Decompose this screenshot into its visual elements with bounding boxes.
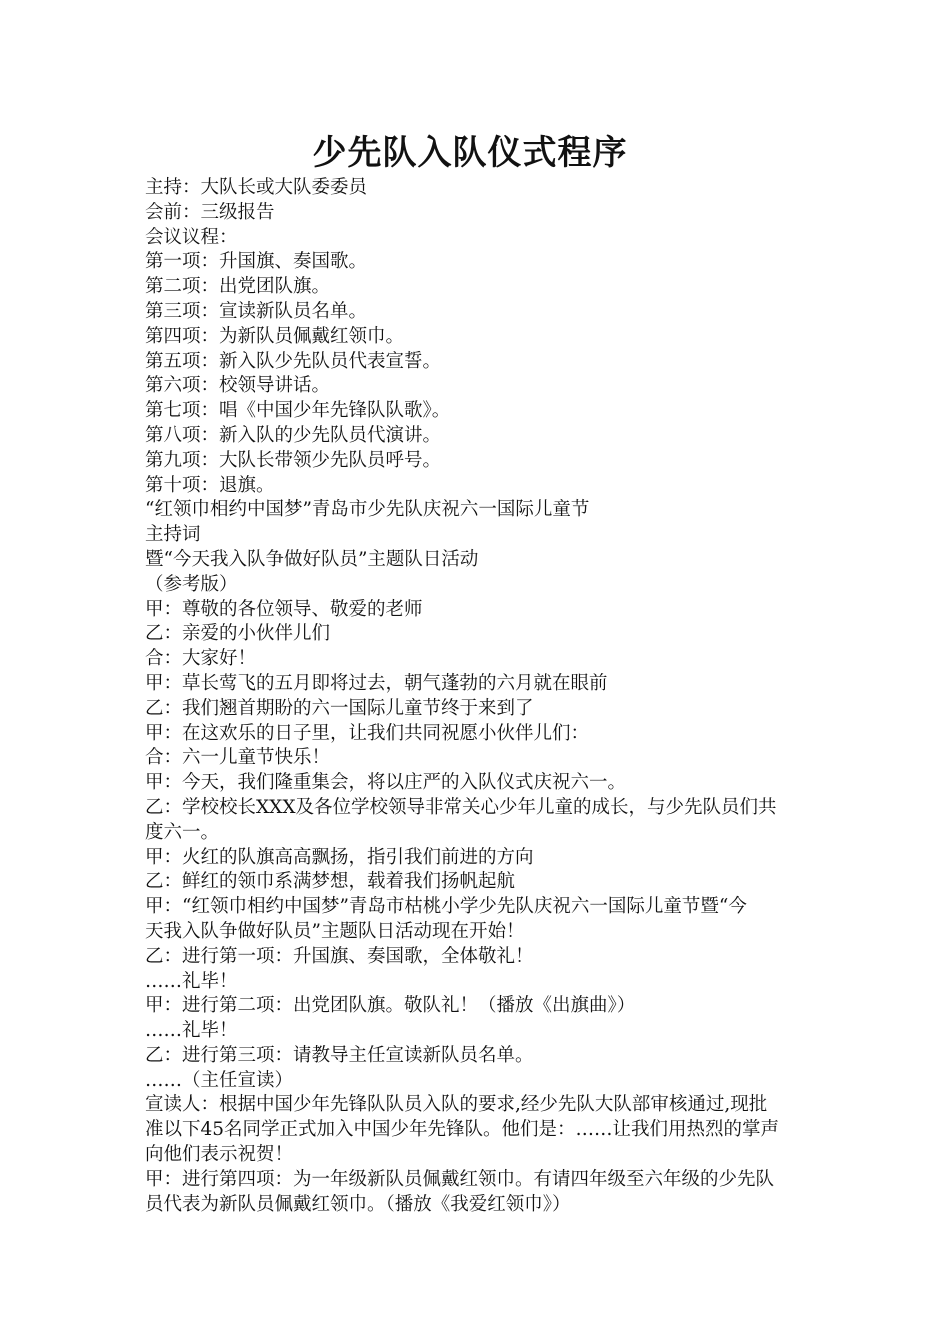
- text-line: 员代表为新队员佩戴红领巾。（播放《我爱红领巾》）: [145, 1193, 571, 1215]
- text-line: 主持词: [145, 524, 201, 546]
- text-line: ……（主任宣读）: [145, 1069, 294, 1091]
- text-line: 宣读人：根据中国少年先锋队队员入队的要求,经少先队大队部审核通过,现批: [145, 1094, 768, 1116]
- text-line: 合：大家好！: [145, 648, 257, 670]
- text-line: ……礼毕！: [145, 970, 238, 992]
- text-line: 第十项：退旗。: [145, 474, 275, 496]
- text-line: 天我入队争做好队员”主题队日活动现在开始！: [145, 920, 525, 942]
- text-line: 甲：进行第四项：为一年级新队员佩戴红领巾。有请四年级至六年级的少先队: [145, 1168, 775, 1190]
- text-line: 第八项：新入队的少先队员代演讲。: [145, 424, 442, 446]
- text-line: 乙：学校校长XXX及各位学校领导非常关心少年儿童的成长，与少先队员们共: [145, 796, 777, 818]
- document-body: [145, 176, 805, 1217]
- text-line: 甲：尊敬的各位领导、敬爱的老师: [145, 598, 423, 620]
- text-line: 会前：三级报告: [145, 201, 275, 223]
- text-line: 乙：进行第三项：请教导主任宣读新队员名单。: [145, 1044, 534, 1066]
- text-line: 暨“今天我入队争做好队员”主题队日活动: [145, 548, 479, 570]
- text-line: 第七项：唱《中国少年先锋队队歌》。: [145, 400, 451, 422]
- text-line: 主持：大队长或大队委委员: [145, 177, 368, 198]
- text-line: 第四项：为新队员佩戴红领巾。: [145, 325, 405, 347]
- text-line: 第五项：新入队少先队员代表宣誓。: [145, 350, 442, 372]
- text-line: （参考版）: [145, 573, 238, 595]
- text-line: 向他们表示祝贺！: [145, 1144, 294, 1166]
- text-line: 合：六一儿童节快乐！: [145, 747, 331, 769]
- text-line: 甲：在这欢乐的日子里，让我们共同祝愿小伙伴儿们：: [145, 722, 590, 744]
- text-line: 乙：进行第一项：升国旗、奏国歌，全体敬礼！: [145, 945, 534, 967]
- text-line: 乙：我们翘首期盼的六一国际儿童节终于来到了: [145, 697, 534, 719]
- text-line: 准以下45名同学正式加入中国少年先锋队。他们是：……让我们用热烈的掌声: [145, 1119, 780, 1141]
- text-line: 乙：鲜红的领巾系满梦想，载着我们扬帆起航: [145, 871, 516, 893]
- text-line: 乙：亲爱的小伙伴儿们: [145, 623, 331, 645]
- text-line: 甲：草长莺飞的五月即将过去，朝气蓬勃的六月就在眼前: [145, 672, 608, 694]
- text-line: 第三项：宣读新队员名单。: [145, 300, 368, 322]
- text-line: 第六项：校领导讲话。: [145, 375, 331, 397]
- text-line: 第九项：大队长带领少先队员呼号。: [145, 449, 442, 471]
- text-line: “红领巾相约中国梦”青岛市少先队庆祝六一国际儿童节: [145, 499, 590, 521]
- text-line: 甲：今天，我们隆重集会，将以庄严的入队仪式庆祝六一。: [145, 772, 627, 794]
- text-line: 第二项：出党团队旗。: [145, 276, 331, 298]
- text-line: 会议议程：: [145, 226, 238, 248]
- document-page: [145, 130, 805, 1217]
- text-line: 甲：进行第二项：出党团队旗。敬队礼！（播放《出旗曲》）: [145, 995, 636, 1017]
- text-line: 甲：“红领巾相约中国梦”青岛市枯桃小学少先队庆祝六一国际儿童节暨“今: [145, 896, 747, 918]
- text-line: 度六一。: [145, 821, 220, 843]
- text-line: 甲：火红的队旗高高飘扬，指引我们前进的方向: [145, 846, 534, 868]
- text-line: 第一项：升国旗、奏国歌。: [145, 251, 368, 273]
- text-line: ……礼毕！: [145, 1020, 238, 1042]
- document-title: 少先队入队仪式程序: [312, 133, 628, 173]
